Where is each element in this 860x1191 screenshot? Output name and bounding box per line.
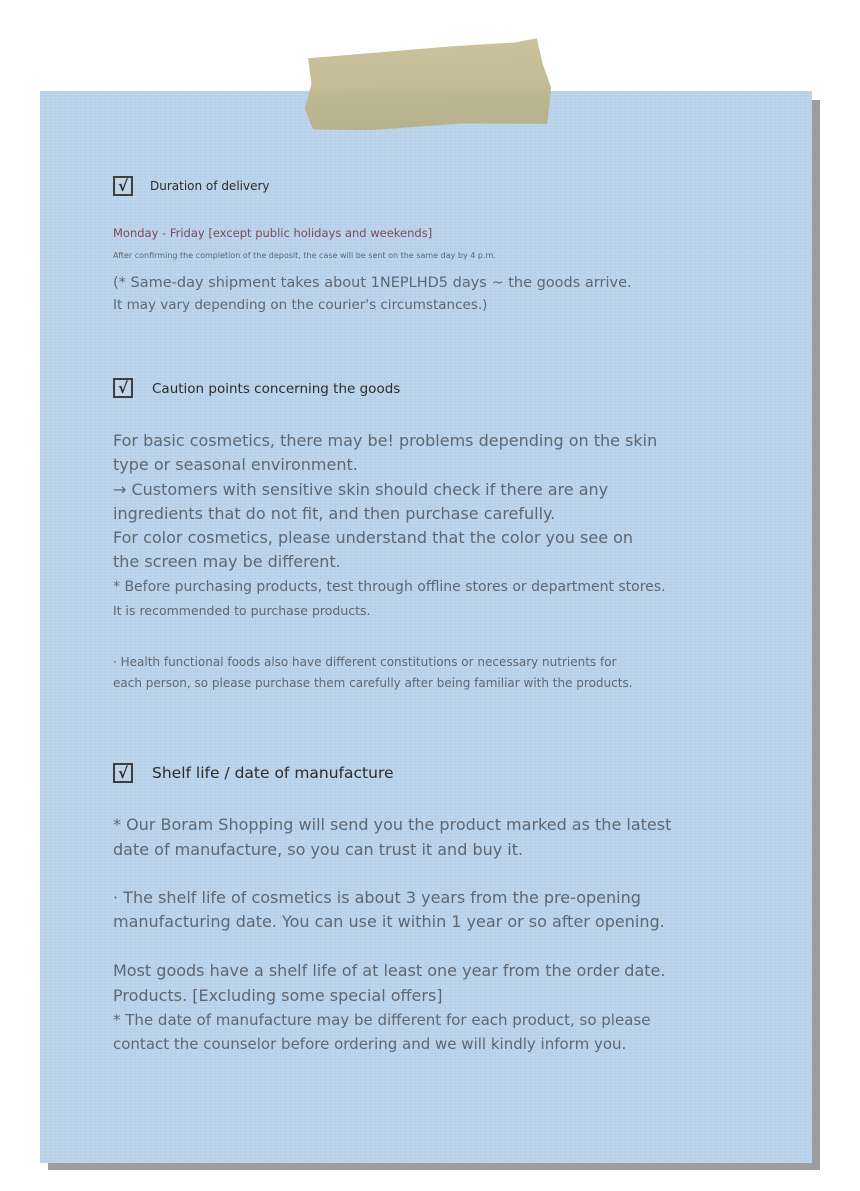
caution-text-line: * Before purchasing products, test through offline stores or department stores. <box>113 579 666 595</box>
checkbox-icon: √ <box>113 176 133 196</box>
shelf-life-text-line: contact the counselor before ordering and we will kindly inform you. <box>113 1035 627 1053</box>
section-heading-caution: Caution points concerning the goods <box>152 381 401 397</box>
checkbox-icon: √ <box>113 378 133 398</box>
checkbox-icon: √ <box>113 763 133 783</box>
caution-text-line: each person, so please purchase them carefully after being familiar with the products. <box>113 676 633 690</box>
caution-text-line: → Customers with sensitive skin should check if there are any <box>113 480 609 499</box>
shelf-life-text-line: * The date of manufacture may be different for each product, so please <box>113 1011 651 1029</box>
caution-text-line: ingredients that do not fit, and then purchase carefully. <box>113 504 556 523</box>
caution-text-line: the screen may be different. <box>113 552 341 571</box>
shelf-life-text-line: Most goods have a shelf life of at least one year from the order date. <box>113 961 666 980</box>
caution-text-line: For color cosmetics, please understand that the color you see on <box>113 528 634 547</box>
shelf-life-text-line: Products. [Excluding some special offers] <box>113 986 443 1005</box>
masking-tape <box>303 38 558 133</box>
caution-text-line: It is recommended to purchase products. <box>113 603 371 618</box>
caution-text-line: For basic cosmetics, there may be! problems depending on the skin <box>113 431 658 450</box>
shelf-life-text-line: manufacturing date. You can use it within 1 year or so after opening. <box>113 912 665 931</box>
shelf-life-text-line: · The shelf life of cosmetics is about 3 years from the pre-opening <box>113 888 641 907</box>
section-heading-shelf-life: Shelf life / date of manufacture <box>152 764 394 782</box>
delivery-text-line: (* Same-day shipment takes about 1NEPLHD5 days ~ the goods arrive. <box>113 275 632 291</box>
caution-text-line: type or seasonal environment. <box>113 455 358 474</box>
delivery-note: After confirming the completion of the deposit, the case will be sent on the same day by 4 p.m. <box>113 251 496 260</box>
caution-text-line: · Health functional foods also have different constitutions or necessary nutrients for <box>113 655 617 669</box>
shelf-life-text-line: * Our Boram Shopping will send you the product marked as the latest <box>113 815 672 834</box>
delivery-days: Monday - Friday [except public holidays and weekends] <box>113 226 433 240</box>
delivery-text-line: It may vary depending on the courier's circumstances.) <box>113 297 488 313</box>
section-heading-delivery: Duration of delivery <box>150 179 270 193</box>
shelf-life-text-line: date of manufacture, so you can trust it and buy it. <box>113 840 524 859</box>
